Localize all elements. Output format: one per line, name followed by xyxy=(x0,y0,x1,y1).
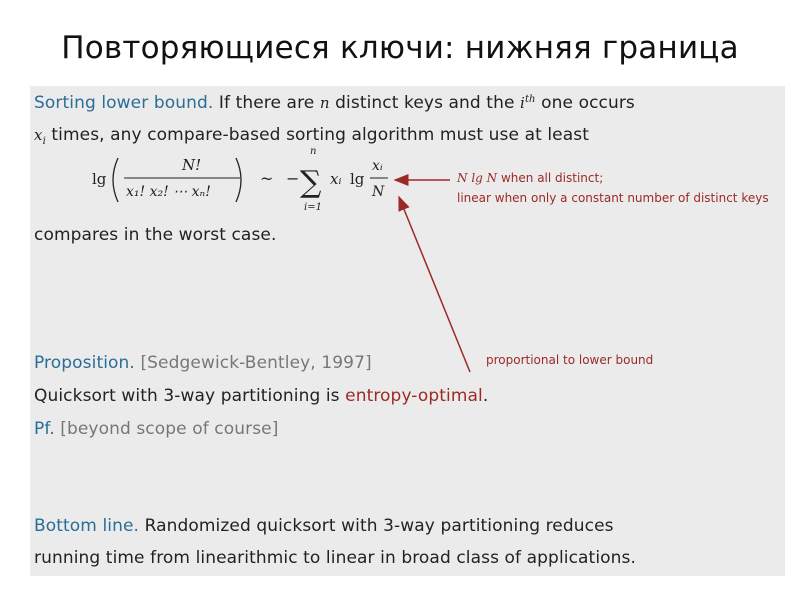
proposition-line xyxy=(34,353,372,373)
proof-line xyxy=(34,419,278,439)
formula-sum-upper: n xyxy=(310,146,317,157)
note-all-distinct-text: when all distinct; xyxy=(500,171,604,185)
formula-sum: ∑ xyxy=(300,165,322,200)
formula-denominator: x₁! x₂! ⋯ xₙ! xyxy=(126,184,211,200)
lower-bound-text-2: times, any compare-based sorting algorithm must use at least xyxy=(51,125,589,145)
bottom-line-2 xyxy=(34,548,636,568)
formula-lg: lg xyxy=(92,170,107,188)
lower-bound-label: Sorting lower bound. xyxy=(34,93,214,113)
formula-sum-lower: i=1 xyxy=(304,202,322,213)
formula-term-x: xᵢ xyxy=(330,170,342,188)
lower-bound-text-1b: distinct keys and the xyxy=(335,93,515,113)
formula-numerator: N! xyxy=(182,156,202,174)
formula-frac-den: N xyxy=(372,184,385,200)
var-i: $i^{th}$ xyxy=(520,94,536,112)
proposition-highlight: entropy-optimal xyxy=(345,386,483,406)
note-proportional: proportional to lower bound xyxy=(486,353,654,367)
proof-text: [beyond scope of course] xyxy=(60,419,279,439)
proof-label: Pf. xyxy=(34,419,55,439)
formula-minus: − xyxy=(286,169,300,188)
formula-tilde: ~ xyxy=(260,169,274,188)
slide-title: Повторяющиеся ключи: нижняя граница xyxy=(61,30,739,66)
note-nlgn: N lg N xyxy=(457,171,498,185)
lower-bound-text-1a: If there are xyxy=(218,93,315,113)
proposition-text-a: Quicksort with 3-way partitioning is xyxy=(34,386,340,406)
bottom-line-label: Bottom line. xyxy=(34,516,140,536)
formula-frac-num: xᵢ xyxy=(372,158,383,174)
proposition-text-b: . xyxy=(482,386,489,406)
var-n: n xyxy=(319,94,330,112)
note-constant-keys: linear when only a constant number of distinct keys xyxy=(457,191,769,205)
bottom-line-text-1: Randomized quicksort with 3-way partitioning reduces xyxy=(144,516,614,536)
lower-bound-text-1c: one occurs xyxy=(541,93,635,113)
formula-term-lg: lg xyxy=(350,170,365,188)
bottom-line-text-2: running time from linearithmic to linear in broad class of applications. xyxy=(34,548,636,568)
proposition-citation: [Sedgewick-Bentley, 1997] xyxy=(140,353,372,373)
proposition-label: Proposition. xyxy=(34,353,135,373)
bottom-line-1 xyxy=(34,516,614,536)
var-xi: $x_i$ xyxy=(34,126,46,147)
arrow-proportional xyxy=(399,197,470,372)
proposition-statement xyxy=(34,386,488,406)
lower-bound-text-3: compares in the worst case. xyxy=(34,225,277,245)
